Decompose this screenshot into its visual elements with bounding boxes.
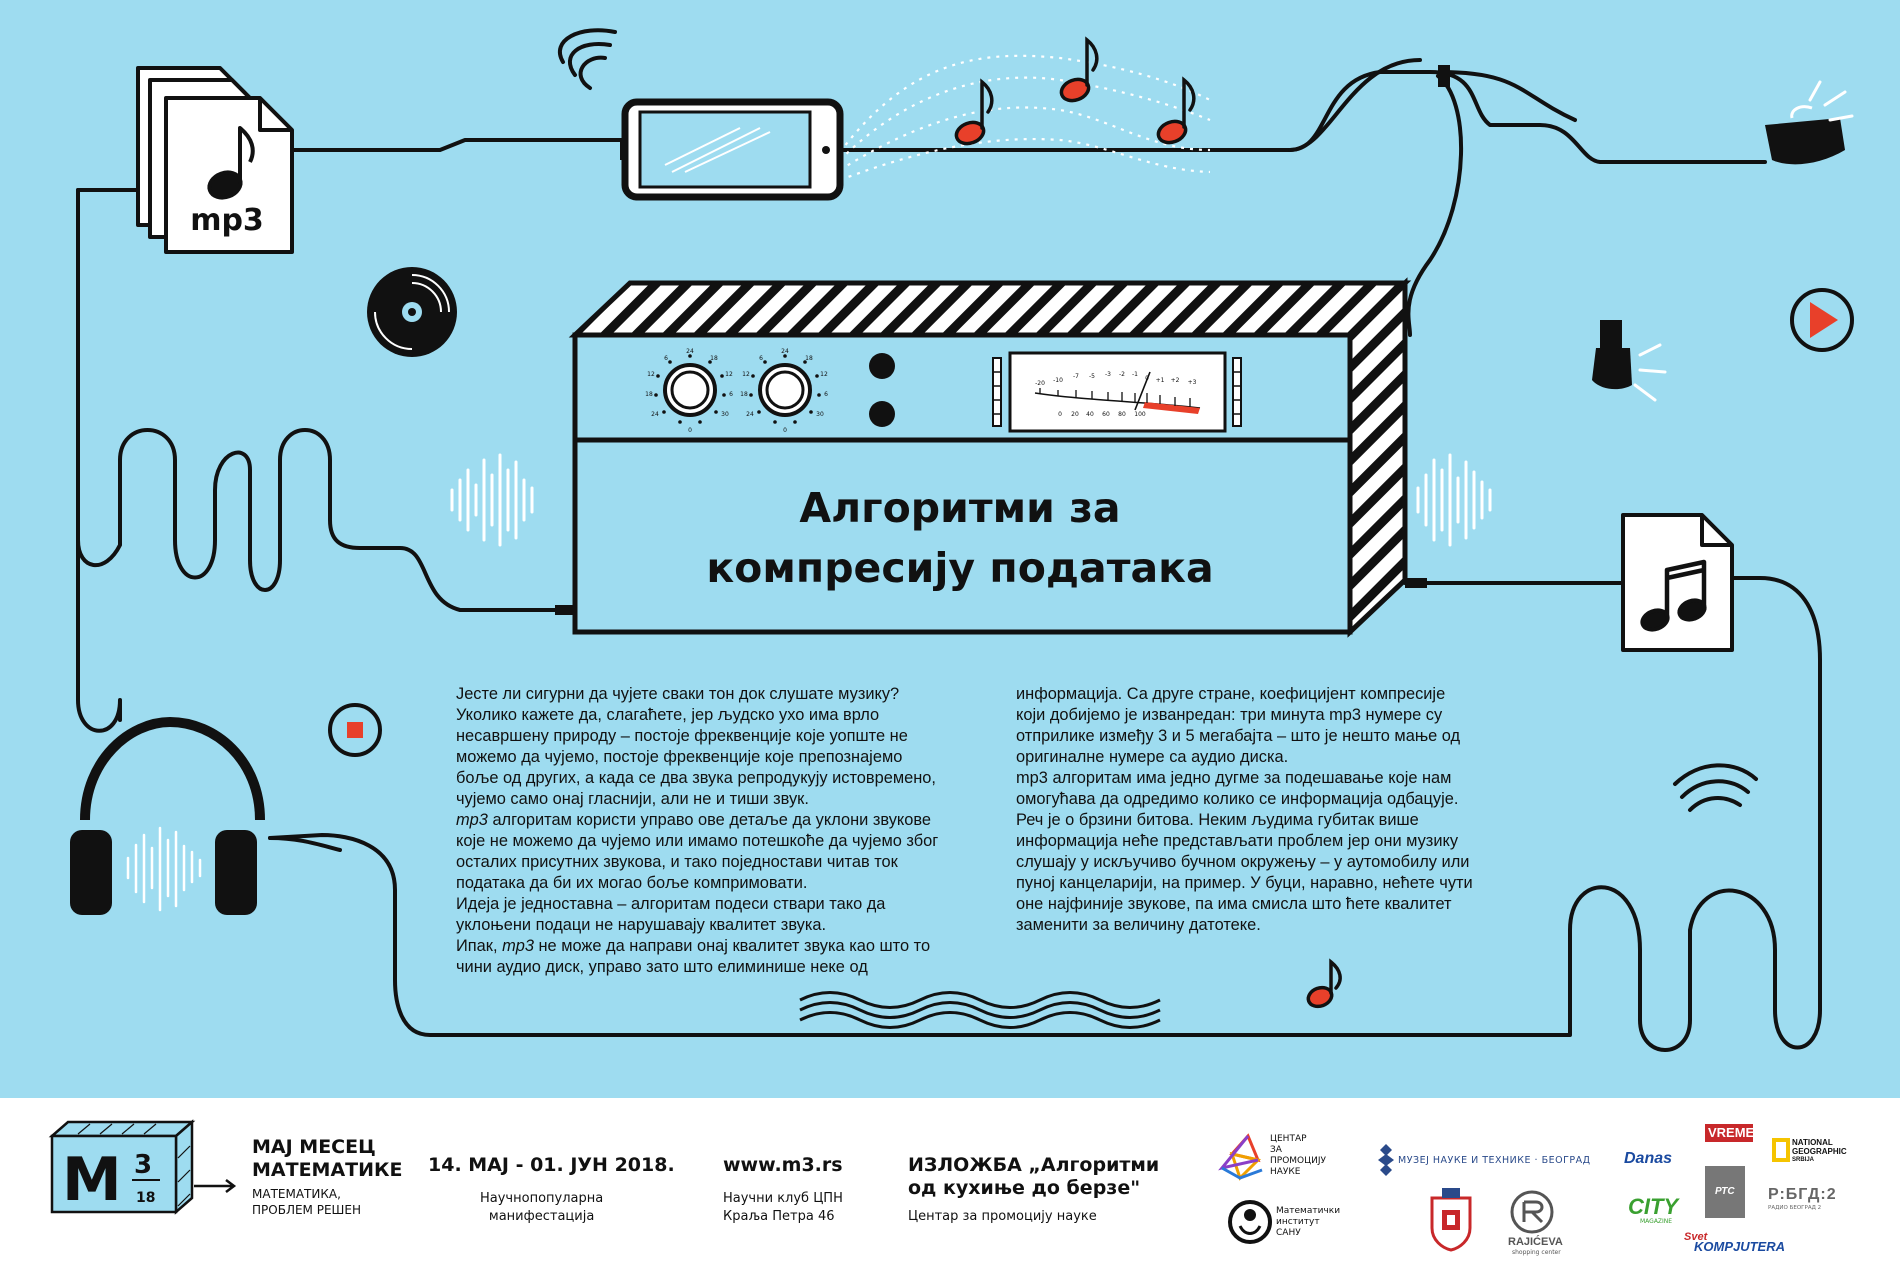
- exhibition-organizer: Центар за промоцију науке: [908, 1209, 1097, 1224]
- body-text-right: [1016, 684, 1526, 936]
- headphones-icon: [70, 722, 260, 915]
- m3-logo: [52, 1122, 234, 1215]
- knob-scale-label: 12: [742, 371, 750, 378]
- event-type-line-1: Научнопопуларна: [480, 1191, 604, 1206]
- knob-scale-label: 12: [647, 371, 655, 378]
- vu-scale-label: 100: [1134, 411, 1146, 418]
- knob-scale-label: 18: [805, 355, 813, 362]
- body-line: [456, 810, 966, 831]
- knob-scale-label: 12: [820, 371, 828, 378]
- event-subtitle: [252, 1186, 361, 1218]
- vu-scale-label: 80: [1118, 411, 1126, 418]
- body-line: отприлике између 3 и 5 мегабајта – што је нешто мање од: [1016, 727, 1461, 745]
- knob-scale-label: 6: [729, 391, 733, 398]
- body-line: Уколико кажете да, слагаћете, јер људско ухо има врло: [456, 706, 880, 724]
- cd-icon: [367, 267, 457, 357]
- knob-scale-label: 18: [645, 391, 653, 398]
- knob-small-bottom: [869, 401, 895, 427]
- natgeo-logo-line: NATIONAL: [1792, 1138, 1833, 1147]
- stop-icon: [330, 705, 380, 755]
- knob-scale-label: 12: [725, 371, 733, 378]
- knob-scale-label: 18: [740, 391, 748, 398]
- cpn-logo-icon: [1222, 1136, 1262, 1178]
- vu-scale-label: -10: [1053, 377, 1063, 384]
- body-line: боље од других, а када се два звука репродукују истовремено,: [456, 769, 936, 787]
- event-subtitle-line-2: ПРОБЛЕМ РЕШЕН: [252, 1203, 361, 1217]
- earbuds-icon: [1438, 65, 1852, 400]
- sound-bars-right: [1418, 455, 1490, 545]
- venue: [723, 1190, 843, 1226]
- vu-scale-label: 40: [1086, 411, 1094, 418]
- vu-scale-label: -20: [1035, 380, 1045, 387]
- vreme-logo: VREME: [1708, 1125, 1755, 1140]
- page-title-line-1: Алгоритми за: [799, 484, 1121, 532]
- body-span: не може да направи онај квалитет звука као што то: [533, 937, 931, 955]
- vu-scale-label: 0: [1058, 411, 1062, 418]
- cable-file-to-amp: [78, 190, 572, 731]
- body-line: података да би их могао боље компримовати.: [456, 874, 808, 892]
- knob-scale-label: 6: [824, 391, 828, 398]
- page-title: [560, 478, 1360, 598]
- natgeo-logo-line: GEOGRAPHIC: [1792, 1147, 1847, 1156]
- exhibition-title-line-1: ИЗЛОЖБА „Алгоритми: [908, 1154, 1160, 1176]
- knob-scale-label: 24: [746, 411, 754, 418]
- body-line: Идеја је једноставна – алгоритам подеси ствари тако да: [456, 895, 886, 913]
- body-line: слушају у искључиво бучном окружењу – у аутомобилу или: [1016, 853, 1470, 871]
- museum-logo-icon: [1378, 1144, 1394, 1176]
- body-line: [456, 936, 966, 957]
- knob-scale-label: 24: [651, 411, 659, 418]
- music-note-bottom: [1306, 962, 1340, 1010]
- rajiceva-logo-subtext: shopping center: [1512, 1249, 1561, 1256]
- event-title-line-1: МАЈ МЕСЕЦ: [252, 1136, 376, 1158]
- math-institute-logo-icon: [1230, 1202, 1270, 1242]
- natgeo-logo: [1792, 1138, 1847, 1165]
- m3-logo-superscript: 3: [134, 1150, 153, 1180]
- knob-scale-label: 6: [759, 355, 763, 362]
- body-span: Ипак,: [456, 937, 503, 955]
- knob-scale-label: 24: [686, 348, 694, 355]
- footer: [0, 1098, 1900, 1283]
- play-icon: [1792, 290, 1852, 350]
- vu-scale-label: 0: [1145, 375, 1149, 382]
- cpn-logo-text: [1270, 1134, 1326, 1178]
- body-span: алгоритам користи управо ове детаље да уклони звукове: [487, 811, 932, 829]
- vu-scale-label: +3: [1187, 379, 1197, 386]
- knob-scale-label: 30: [816, 411, 824, 418]
- body-line: можемо да чујемо, постоје фреквенције које препознајемо: [456, 748, 903, 766]
- rajiceva-logo-icon: [1512, 1192, 1552, 1232]
- exhibition-title-line-2: од кухиње до берзе": [908, 1177, 1141, 1199]
- city-magazine-logo: CITY: [1628, 1194, 1679, 1219]
- event-type: [480, 1190, 603, 1226]
- note-file-icon: [1623, 515, 1732, 650]
- knob-scale-label: 0: [783, 427, 787, 434]
- vu-scale-label: -3: [1105, 371, 1111, 378]
- knob-scale-label: 24: [781, 348, 789, 355]
- rajiceva-logo-text: RAJIĆEVA: [1508, 1236, 1563, 1248]
- arrow-right-icon: [194, 1180, 234, 1192]
- svet-kompjutera-logo-prefix: Svet: [1684, 1231, 1708, 1243]
- body-line: осталих присутних звукова, и тако поједностави читав ток: [456, 853, 898, 871]
- sound-bars-left: [452, 455, 532, 545]
- body-line: заменити за величину датотеке.: [1016, 916, 1261, 934]
- body-line: оне најфиније звукове, па има смисла што ћете квалитет: [1016, 895, 1452, 913]
- body-text-left: [456, 684, 966, 978]
- math-institute-logo-text-line: институт: [1276, 1217, 1320, 1227]
- math-institute-logo-text-line: САНУ: [1276, 1228, 1301, 1238]
- body-line: које не можемо да чујемо или имамо потешкоће да чујемо због: [456, 832, 939, 850]
- cable-headphone: [270, 838, 340, 850]
- venue-line-2: Краља Петра 46: [723, 1209, 835, 1224]
- event-title: [252, 1136, 403, 1182]
- event-title-line-2: МАТЕМАТИКЕ: [252, 1159, 403, 1181]
- website-link[interactable]: www.m3.rs: [723, 1154, 843, 1176]
- event-type-line-2: манифестација: [488, 1209, 595, 1224]
- vu-scale-label: +2: [1170, 377, 1180, 384]
- danas-logo: Danas: [1624, 1150, 1673, 1167]
- cpn-logo-text-line: НАУКЕ: [1270, 1167, 1301, 1177]
- body-line: који добијемо је изванредан: три минута mp3 нумере су: [1016, 706, 1443, 724]
- vu-scale-label: -1: [1132, 371, 1138, 378]
- phone-icon: [560, 30, 840, 197]
- body-line: оригиналне нумере са аудио диска.: [1016, 748, 1289, 766]
- body-line: уклоњени подаци не нарушавају квалитет звука.: [456, 916, 827, 934]
- knob-small-top: [869, 353, 895, 379]
- radio-beograd-2-logo-sub: РАДИО БЕОГРАД 2: [1768, 1205, 1822, 1211]
- rts-logo: РТС: [1715, 1186, 1735, 1197]
- math-institute-logo-text: [1276, 1206, 1340, 1239]
- knob-scale-label: 30: [721, 411, 729, 418]
- natgeo-logo-line: SRBIJA: [1792, 1157, 1815, 1163]
- knob-scale-label: 6: [664, 355, 668, 362]
- dotted-sound-waves: [840, 56, 1210, 180]
- exhibition-title: [908, 1154, 1159, 1200]
- m3-logo-subscript: 18: [136, 1190, 156, 1206]
- belgrade-coat-of-arms-icon: [1432, 1188, 1470, 1250]
- body-line: Јесте ли сигурни да чујете сваки тон док слушате музику?: [456, 685, 900, 703]
- body-line: чини аудио диск, управо зато што елиминише неке од: [456, 958, 868, 976]
- math-institute-logo-text-line: Математички: [1276, 1206, 1341, 1216]
- vu-scale-label: +1: [1155, 377, 1165, 384]
- knob-scale-label: 0: [688, 427, 692, 434]
- vu-scale-label: 60: [1102, 411, 1110, 418]
- vu-scale-label: 20: [1071, 411, 1079, 418]
- vu-scale-label: -5: [1089, 373, 1095, 380]
- city-magazine-logo-sub: MAGAZINE: [1640, 1218, 1673, 1225]
- cpn-logo-text-line: ПРОМОЦИЈУ: [1270, 1156, 1326, 1166]
- vu-scale-label: -7: [1073, 373, 1079, 380]
- signal-arcs-right: [1675, 765, 1756, 810]
- file-stack-label: mp3: [190, 203, 264, 238]
- cpn-logo-text-line: ЦЕНТАР: [1270, 1134, 1307, 1144]
- body-line: чујемо само онај гласнији, али не и тиши звук.: [456, 790, 809, 808]
- music-notes-red: [953, 40, 1193, 147]
- vu-meter: [993, 353, 1241, 431]
- body-italic: mp3: [456, 811, 488, 829]
- cpn-logo-text-line: ЗА: [1270, 1145, 1282, 1155]
- radio-beograd-2-logo: Р:БГД:2: [1768, 1186, 1837, 1203]
- wave-lines: [800, 993, 1160, 1028]
- body-line: информација неће представљати проблем јер они музику: [1016, 832, 1459, 850]
- event-dates: 14. МАЈ - 01. ЈУН 2018.: [428, 1154, 675, 1176]
- natgeo-logo-frame: [1774, 1140, 1788, 1160]
- body-line: информација. Са друге стране, коефицијент компресије: [1016, 685, 1446, 703]
- m3-logo-letter: M: [62, 1145, 122, 1215]
- event-subtitle-line-1: МАТЕМАТИКА,: [252, 1187, 341, 1201]
- museum-logo-text: МУЗЕЈ НАУКЕ И ТЕХНИКЕ · БЕОГРАД: [1398, 1155, 1591, 1166]
- vu-scale-label: -2: [1119, 371, 1125, 378]
- svet-kompjutera-logo: KOMPJUTERA: [1694, 1239, 1786, 1254]
- body-italic: mp3: [502, 937, 534, 955]
- knob-scale-label: 18: [710, 355, 718, 362]
- body-line: омогућава да одредимо колико се информација одбацује.: [1016, 790, 1459, 808]
- page-title-line-2: компресију података: [706, 544, 1214, 592]
- body-line: Реч је о брзини битова. Неким људима губитак више: [1016, 811, 1419, 829]
- body-line: пуној канцеларији, на пример. У буци, наравно, нећете чути: [1016, 874, 1473, 892]
- knob-middle: [760, 365, 810, 415]
- knob-left: [665, 365, 715, 415]
- venue-line-1: Научни клуб ЦПН: [723, 1191, 843, 1206]
- body-line: mp3 алгоритам има једно дугме за подешавање које нам: [1016, 769, 1452, 787]
- body-line: несавршену природу – постоје фреквенције које уопште не: [456, 727, 908, 745]
